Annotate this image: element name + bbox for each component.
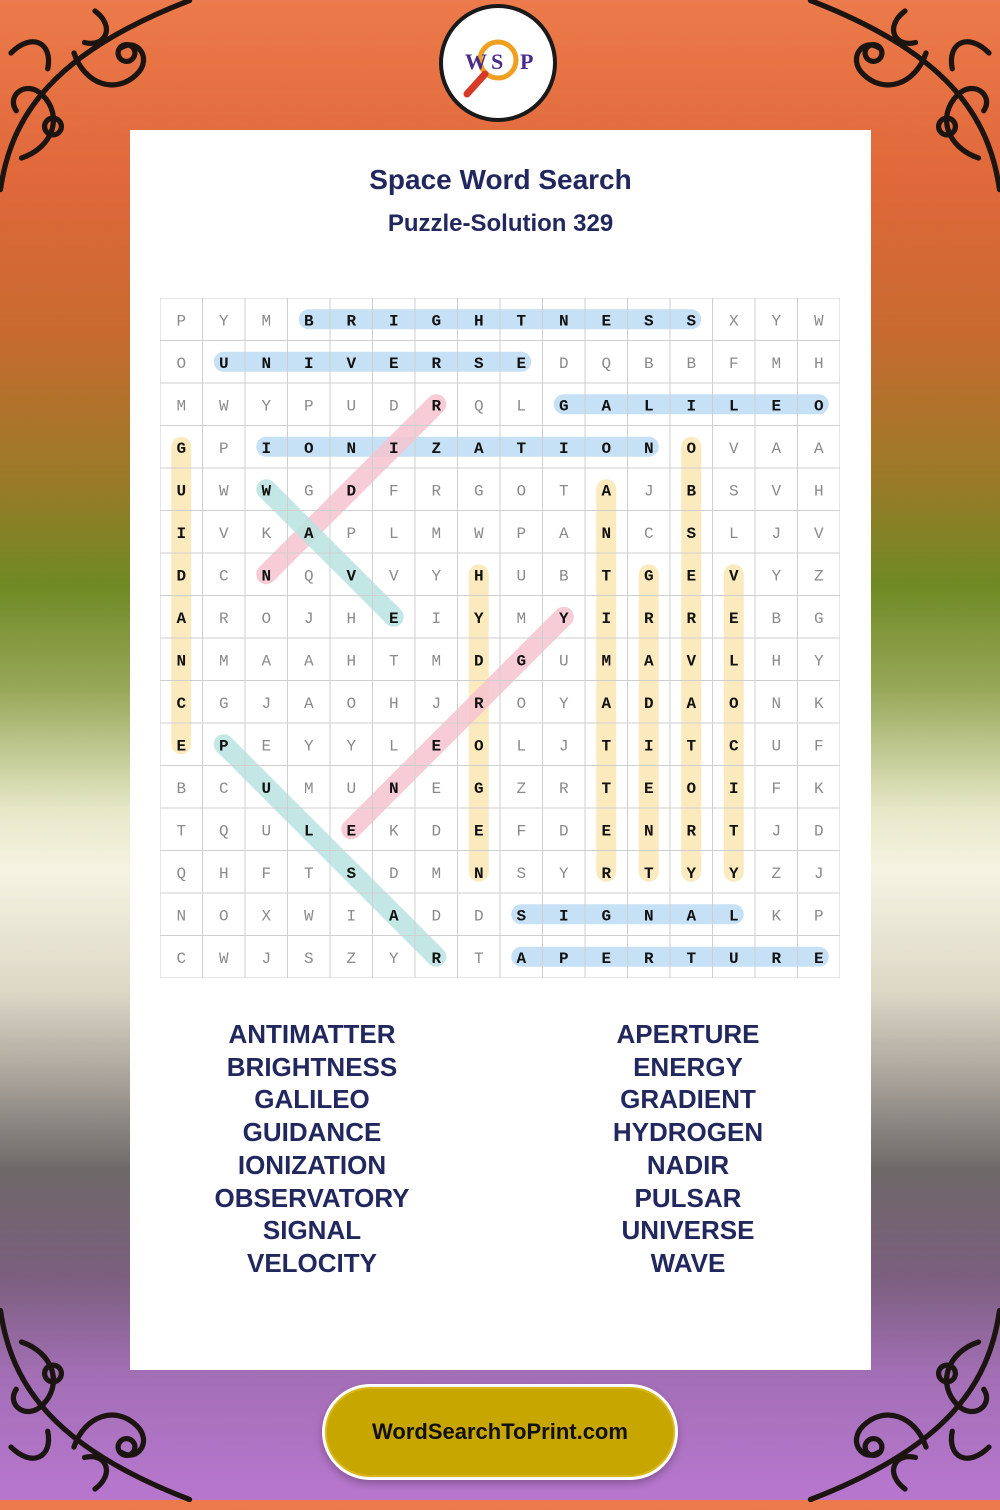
- grid-letter[interactable]: T: [601, 567, 612, 586]
- grid-letter[interactable]: L: [728, 907, 739, 926]
- grid-letter[interactable]: L: [643, 397, 654, 416]
- grid-letter[interactable]: A: [176, 609, 187, 628]
- grid-letter[interactable]: Z: [516, 779, 527, 798]
- grid-letter[interactable]: Q: [473, 397, 484, 416]
- grid-letter[interactable]: Q: [601, 354, 612, 373]
- grid-letter[interactable]: W: [218, 482, 229, 501]
- grid-letter[interactable]: Y: [388, 949, 399, 968]
- grid-letter[interactable]: A: [473, 439, 484, 458]
- grid-letter[interactable]: A: [601, 482, 612, 501]
- grid-letter[interactable]: G: [516, 652, 527, 671]
- grid-letter[interactable]: E: [516, 354, 527, 373]
- grid-letter[interactable]: B: [686, 482, 697, 501]
- grid-letter[interactable]: P: [346, 524, 357, 543]
- grid-letter[interactable]: G: [431, 312, 442, 331]
- word-search-grid: [160, 298, 840, 978]
- grid-letter[interactable]: M: [303, 779, 314, 798]
- word-list-item: OBSERVATORY: [214, 1182, 410, 1213]
- grid-letter[interactable]: M: [431, 652, 442, 671]
- grid-letter[interactable]: H: [388, 694, 399, 713]
- grid-letter[interactable]: D: [813, 822, 824, 841]
- grid-letter[interactable]: F: [516, 822, 527, 841]
- grid-letter[interactable]: D: [643, 694, 654, 713]
- grid-letter[interactable]: A: [813, 439, 824, 458]
- grid-letter[interactable]: B: [643, 354, 654, 373]
- grid-letter[interactable]: H: [813, 482, 824, 501]
- word-list-item: GUIDANCE: [242, 1117, 382, 1148]
- grid-letter[interactable]: A: [686, 907, 697, 926]
- grid-letter[interactable]: G: [473, 482, 484, 501]
- grid-letter[interactable]: L: [728, 397, 739, 416]
- grid-letter[interactable]: M: [261, 312, 272, 331]
- grid-letter[interactable]: U: [346, 779, 357, 798]
- grid-letter[interactable]: P: [218, 737, 229, 756]
- grid-letter[interactable]: J: [261, 949, 272, 968]
- grid-letter[interactable]: S: [686, 312, 697, 331]
- grid-letter[interactable]: G: [218, 694, 229, 713]
- grid-letter[interactable]: A: [303, 652, 314, 671]
- grid-letter[interactable]: Y: [431, 567, 442, 586]
- grid-letter[interactable]: L: [388, 737, 399, 756]
- grid-letter[interactable]: O: [601, 439, 612, 458]
- grid-letter[interactable]: O: [516, 694, 527, 713]
- grid-letter[interactable]: W: [218, 397, 229, 416]
- grid-letter[interactable]: O: [261, 609, 272, 628]
- grid-letter[interactable]: W: [473, 524, 484, 543]
- grid-letter[interactable]: U: [558, 652, 569, 671]
- grid-letter[interactable]: E: [813, 949, 824, 968]
- grid-letter[interactable]: C: [176, 694, 187, 713]
- grid-letter[interactable]: R: [771, 949, 782, 968]
- grid-letter[interactable]: M: [771, 354, 782, 373]
- word-list-item: ANTIMATTER: [228, 1019, 396, 1049]
- grid-letter[interactable]: J: [771, 524, 782, 543]
- grid-letter[interactable]: U: [218, 354, 229, 373]
- grid-letter[interactable]: Y: [558, 609, 569, 628]
- grid-letter[interactable]: F: [728, 354, 739, 373]
- grid-letter[interactable]: G: [813, 609, 824, 628]
- grid-letter[interactable]: V: [728, 439, 739, 458]
- grid-letter[interactable]: U: [261, 779, 272, 798]
- grid-letter[interactable]: I: [261, 439, 272, 458]
- grid-letter[interactable]: I: [601, 609, 612, 628]
- grid-letter[interactable]: H: [473, 567, 484, 586]
- grid-letter[interactable]: U: [261, 822, 272, 841]
- word-list-item: ENERGY: [633, 1051, 743, 1082]
- grid-letter[interactable]: V: [388, 567, 399, 586]
- grid-letter[interactable]: R: [601, 864, 612, 883]
- grid-letter[interactable]: B: [686, 354, 697, 373]
- grid-letter[interactable]: R: [643, 609, 654, 628]
- grid-letter[interactable]: J: [643, 482, 654, 501]
- grid-letter[interactable]: R: [431, 482, 442, 501]
- grid-letter[interactable]: J: [813, 864, 824, 883]
- grid-letter[interactable]: C: [643, 524, 654, 543]
- grid-letter[interactable]: D: [431, 822, 442, 841]
- grid-letter[interactable]: Z: [346, 949, 357, 968]
- grid-letter[interactable]: Q: [303, 567, 314, 586]
- grid-letter[interactable]: G: [176, 439, 187, 458]
- grid-letter[interactable]: E: [728, 609, 739, 628]
- grid-letter[interactable]: Q: [176, 864, 187, 883]
- grid-letter[interactable]: I: [643, 737, 654, 756]
- grid-letter[interactable]: Y: [771, 312, 782, 331]
- grid-letter[interactable]: R: [431, 949, 442, 968]
- grid-letter[interactable]: G: [558, 397, 569, 416]
- page-title: Space Word Search: [369, 164, 632, 195]
- page-subtitle: Puzzle-Solution 329: [387, 210, 614, 237]
- grid-letter[interactable]: I: [431, 609, 442, 628]
- grid-letter[interactable]: R: [346, 312, 357, 331]
- grid-letter[interactable]: N: [643, 907, 654, 926]
- grid-letter[interactable]: T: [643, 864, 654, 883]
- grid-letter[interactable]: T: [601, 737, 612, 756]
- grid-letter[interactable]: O: [686, 439, 697, 458]
- grid-letter[interactable]: A: [303, 694, 314, 713]
- grid-letter[interactable]: Q: [218, 822, 229, 841]
- grid-letter[interactable]: S: [516, 864, 527, 883]
- grid-letter[interactable]: P: [176, 312, 187, 331]
- word-list-item: WAVE: [650, 1247, 726, 1278]
- grid-letter[interactable]: D: [431, 907, 442, 926]
- grid-letter[interactable]: I: [728, 779, 739, 798]
- grid-letter[interactable]: Z: [431, 439, 442, 458]
- word-list-item: HYDROGEN: [612, 1117, 764, 1148]
- grid-letter[interactable]: H: [346, 652, 357, 671]
- grid-letter[interactable]: W: [813, 312, 824, 331]
- word-list-item: PULSAR: [634, 1182, 742, 1213]
- grid-letter[interactable]: V: [771, 482, 782, 501]
- word-list-right: [508, 1018, 868, 1280]
- grid-letter[interactable]: J: [771, 822, 782, 841]
- word-list-item: GALILEO: [254, 1084, 370, 1115]
- grid-letter[interactable]: V: [346, 354, 357, 373]
- grid-letter[interactable]: L: [728, 524, 739, 543]
- grid-letter[interactable]: K: [813, 779, 824, 798]
- grid-letter[interactable]: S: [303, 949, 314, 968]
- grid-letter[interactable]: A: [601, 694, 612, 713]
- word-list-item: GRADIENT: [620, 1084, 756, 1115]
- grid-letter[interactable]: E: [771, 397, 782, 416]
- grid-letter[interactable]: H: [218, 864, 229, 883]
- word-list-left: [132, 1018, 492, 1280]
- grid-letter[interactable]: E: [388, 354, 399, 373]
- grid-letter[interactable]: N: [771, 694, 782, 713]
- grid-letter[interactable]: Y: [558, 694, 569, 713]
- grid-letter[interactable]: D: [388, 397, 399, 416]
- grid-letter[interactable]: N: [558, 312, 569, 331]
- grid-letter[interactable]: V: [728, 567, 739, 586]
- grid-letter[interactable]: V: [813, 524, 824, 543]
- grid-letter[interactable]: G: [643, 567, 654, 586]
- grid-letter[interactable]: A: [686, 694, 697, 713]
- grid-letter[interactable]: T: [728, 822, 739, 841]
- grid-letter[interactable]: O: [728, 694, 739, 713]
- grid-letter[interactable]: V: [218, 524, 229, 543]
- grid-letter[interactable]: A: [303, 524, 314, 543]
- grid-letter[interactable]: E: [176, 737, 187, 756]
- grid-letter[interactable]: H: [771, 652, 782, 671]
- grid-letter[interactable]: N: [643, 439, 654, 458]
- grid-letter[interactable]: D: [473, 907, 484, 926]
- grid-letter[interactable]: Y: [218, 312, 229, 331]
- grid-letter[interactable]: A: [643, 652, 654, 671]
- grid-letter[interactable]: T: [473, 949, 484, 968]
- grid-letter[interactable]: I: [388, 439, 399, 458]
- grid-letter[interactable]: E: [601, 822, 612, 841]
- grid-letter[interactable]: T: [601, 779, 612, 798]
- grid-letter[interactable]: K: [261, 524, 272, 543]
- grid-letter[interactable]: I: [303, 354, 314, 373]
- grid-letter[interactable]: J: [261, 694, 272, 713]
- grid-letter[interactable]: S: [516, 907, 527, 926]
- grid-letter[interactable]: E: [346, 822, 357, 841]
- grid-letter[interactable]: P: [813, 907, 824, 926]
- grid-letter[interactable]: N: [261, 354, 272, 373]
- grid-letter[interactable]: J: [431, 694, 442, 713]
- grid-letter[interactable]: O: [516, 482, 527, 501]
- grid-letter[interactable]: W: [261, 482, 272, 501]
- grid-letter[interactable]: T: [388, 652, 399, 671]
- grid-letter[interactable]: U: [728, 949, 739, 968]
- grid-letter[interactable]: A: [388, 907, 399, 926]
- grid-letter[interactable]: B: [558, 567, 569, 586]
- grid-letter[interactable]: O: [473, 737, 484, 756]
- grid-letter[interactable]: M: [218, 652, 229, 671]
- site-badge[interactable]: [322, 1384, 678, 1480]
- grid-letter[interactable]: M: [176, 397, 187, 416]
- grid-letter[interactable]: L: [303, 822, 314, 841]
- grid-letter[interactable]: L: [516, 397, 527, 416]
- grid-letter[interactable]: A: [558, 524, 569, 543]
- grid-letter[interactable]: R: [686, 822, 697, 841]
- grid-letter[interactable]: H: [346, 609, 357, 628]
- grid-letter[interactable]: T: [686, 737, 697, 756]
- grid-letter[interactable]: C: [218, 567, 229, 586]
- magnifier-handle: [467, 74, 485, 94]
- grid-letter[interactable]: H: [473, 312, 484, 331]
- grid-letter[interactable]: B: [176, 779, 187, 798]
- grid-letter[interactable]: J: [303, 609, 314, 628]
- grid-letter[interactable]: T: [558, 482, 569, 501]
- grid-letter[interactable]: I: [346, 907, 357, 926]
- grid-letter[interactable]: N: [261, 567, 272, 586]
- grid-letter[interactable]: G: [601, 907, 612, 926]
- grid-letter[interactable]: D: [388, 864, 399, 883]
- logo-letter-w: W: [465, 49, 487, 74]
- grid-letter[interactable]: K: [813, 694, 824, 713]
- grid-letter[interactable]: A: [516, 949, 527, 968]
- grid-letter[interactable]: I: [176, 524, 187, 543]
- grid-letter[interactable]: L: [728, 652, 739, 671]
- grid-letter[interactable]: U: [771, 737, 782, 756]
- grid-letter[interactable]: R: [431, 397, 442, 416]
- grid-letter[interactable]: M: [431, 864, 442, 883]
- grid-letter[interactable]: O: [813, 397, 824, 416]
- grid-letter[interactable]: B: [303, 312, 314, 331]
- grid-letter[interactable]: F: [771, 779, 782, 798]
- grid-letter[interactable]: Y: [813, 652, 824, 671]
- site-name: WordSearchToPrint.com: [372, 1419, 628, 1444]
- grid-letter[interactable]: M: [516, 609, 527, 628]
- grid-letter[interactable]: N: [176, 652, 187, 671]
- grid-letter[interactable]: U: [516, 567, 527, 586]
- grid-letter[interactable]: C: [176, 949, 187, 968]
- grid-letter[interactable]: R: [473, 694, 484, 713]
- grid-letter[interactable]: O: [346, 694, 357, 713]
- logo-letter-p: P: [520, 49, 534, 74]
- word-list-item: IONIZATION: [237, 1149, 387, 1180]
- grid-letter[interactable]: R: [218, 609, 229, 628]
- grid-letter[interactable]: S: [728, 482, 739, 501]
- grid-letter[interactable]: I: [558, 907, 569, 926]
- grid-letter[interactable]: E: [601, 949, 612, 968]
- grid-letter[interactable]: E: [261, 737, 272, 756]
- grid-letter[interactable]: T: [303, 864, 314, 883]
- grid-letter[interactable]: R: [431, 354, 442, 373]
- grid-letter[interactable]: Z: [813, 567, 824, 586]
- grid-letter[interactable]: L: [516, 737, 527, 756]
- grid-letter[interactable]: R: [686, 609, 697, 628]
- grid-letter[interactable]: P: [558, 949, 569, 968]
- grid-letter[interactable]: L: [388, 524, 399, 543]
- grid-letter[interactable]: M: [431, 524, 442, 543]
- grid-letter[interactable]: I: [558, 439, 569, 458]
- grid-letter[interactable]: W: [303, 907, 314, 926]
- grid-letter[interactable]: P: [516, 524, 527, 543]
- grid-letter[interactable]: Y: [346, 737, 357, 756]
- grid-letter[interactable]: E: [601, 312, 612, 331]
- grid-letter[interactable]: B: [771, 609, 782, 628]
- grid-letter[interactable]: O: [686, 779, 697, 798]
- grid-letter[interactable]: V: [346, 567, 357, 586]
- grid-letter[interactable]: E: [388, 609, 399, 628]
- grid-letter[interactable]: T: [516, 312, 527, 331]
- grid-letter[interactable]: K: [388, 822, 399, 841]
- grid-letter[interactable]: D: [558, 822, 569, 841]
- grid-letter[interactable]: N: [346, 439, 357, 458]
- grid-letter[interactable]: F: [813, 737, 824, 756]
- grid-letter[interactable]: G: [303, 482, 314, 501]
- grid-letter[interactable]: A: [261, 652, 272, 671]
- grid-letter[interactable]: G: [473, 779, 484, 798]
- grid-letter[interactable]: K: [771, 907, 782, 926]
- grid-letter[interactable]: W: [218, 949, 229, 968]
- grid-letter[interactable]: H: [813, 354, 824, 373]
- grid-letter[interactable]: S: [346, 864, 357, 883]
- grid-letter[interactable]: N: [176, 907, 187, 926]
- word-list-item: SIGNAL: [262, 1215, 362, 1246]
- grid-letter[interactable]: N: [473, 864, 484, 883]
- grid-letter[interactable]: S: [473, 354, 484, 373]
- grid-letter[interactable]: C: [728, 737, 739, 756]
- word-list-item: VELOCITY: [246, 1247, 377, 1278]
- grid-letter[interactable]: S: [686, 524, 697, 543]
- grid-letter[interactable]: O: [303, 439, 314, 458]
- word-list-item: NADIR: [646, 1149, 730, 1180]
- grid-letter[interactable]: Y: [261, 397, 272, 416]
- grid-letter[interactable]: P: [303, 397, 314, 416]
- grid-letter[interactable]: E: [473, 822, 484, 841]
- grid-letter[interactable]: E: [686, 567, 697, 586]
- grid-letter[interactable]: A: [601, 397, 612, 416]
- grid-letter[interactable]: P: [218, 439, 229, 458]
- grid-letter[interactable]: D: [558, 354, 569, 373]
- grid-letter[interactable]: Y: [558, 864, 569, 883]
- grid-letter[interactable]: I: [388, 312, 399, 331]
- grid-letter[interactable]: D: [346, 482, 357, 501]
- logo-letter-s: S: [491, 49, 504, 74]
- grid-letter[interactable]: T: [686, 949, 697, 968]
- grid-letter[interactable]: S: [643, 312, 654, 331]
- grid-letter[interactable]: U: [346, 397, 357, 416]
- word-list-item: UNIVERSE: [621, 1215, 755, 1246]
- grid-letter[interactable]: Z: [771, 864, 782, 883]
- wsp-logo: [439, 4, 557, 122]
- grid-letter[interactable]: F: [261, 864, 272, 883]
- grid-letter[interactable]: V: [686, 652, 697, 671]
- grid-letter[interactable]: E: [431, 737, 442, 756]
- grid-letter[interactable]: N: [388, 779, 399, 798]
- grid-letter[interactable]: Y: [473, 609, 484, 628]
- grid-letter[interactable]: D: [473, 652, 484, 671]
- word-list-item: APERTURE: [616, 1019, 760, 1049]
- grid-letter[interactable]: N: [601, 524, 612, 543]
- grid-letter[interactable]: X: [728, 312, 739, 331]
- grid-letter[interactable]: Y: [686, 864, 697, 883]
- grid-letter[interactable]: Y: [303, 737, 314, 756]
- grid-letter[interactable]: Y: [728, 864, 739, 883]
- grid-letter[interactable]: I: [686, 397, 697, 416]
- grid-letter[interactable]: N: [643, 822, 654, 841]
- grid-letter[interactable]: T: [176, 822, 187, 841]
- grid-letter[interactable]: R: [643, 949, 654, 968]
- grid-letter[interactable]: E: [643, 779, 654, 798]
- word-list-item: BRIGHTNESS: [226, 1051, 398, 1082]
- grid-letter[interactable]: U: [176, 482, 187, 501]
- grid-letter[interactable]: J: [558, 737, 569, 756]
- grid-letter[interactable]: F: [388, 482, 399, 501]
- grid-letter[interactable]: D: [176, 567, 187, 586]
- grid-letter[interactable]: T: [516, 439, 527, 458]
- grid-letter[interactable]: X: [261, 907, 272, 926]
- grid-letter[interactable]: C: [218, 779, 229, 798]
- grid-letter[interactable]: M: [601, 652, 612, 671]
- grid-letter[interactable]: E: [431, 779, 442, 798]
- grid-letter[interactable]: A: [771, 439, 782, 458]
- grid-letter[interactable]: Y: [771, 567, 782, 586]
- grid-letter[interactable]: R: [558, 779, 569, 798]
- grid-letter[interactable]: O: [176, 354, 187, 373]
- grid-letter[interactable]: O: [218, 907, 229, 926]
